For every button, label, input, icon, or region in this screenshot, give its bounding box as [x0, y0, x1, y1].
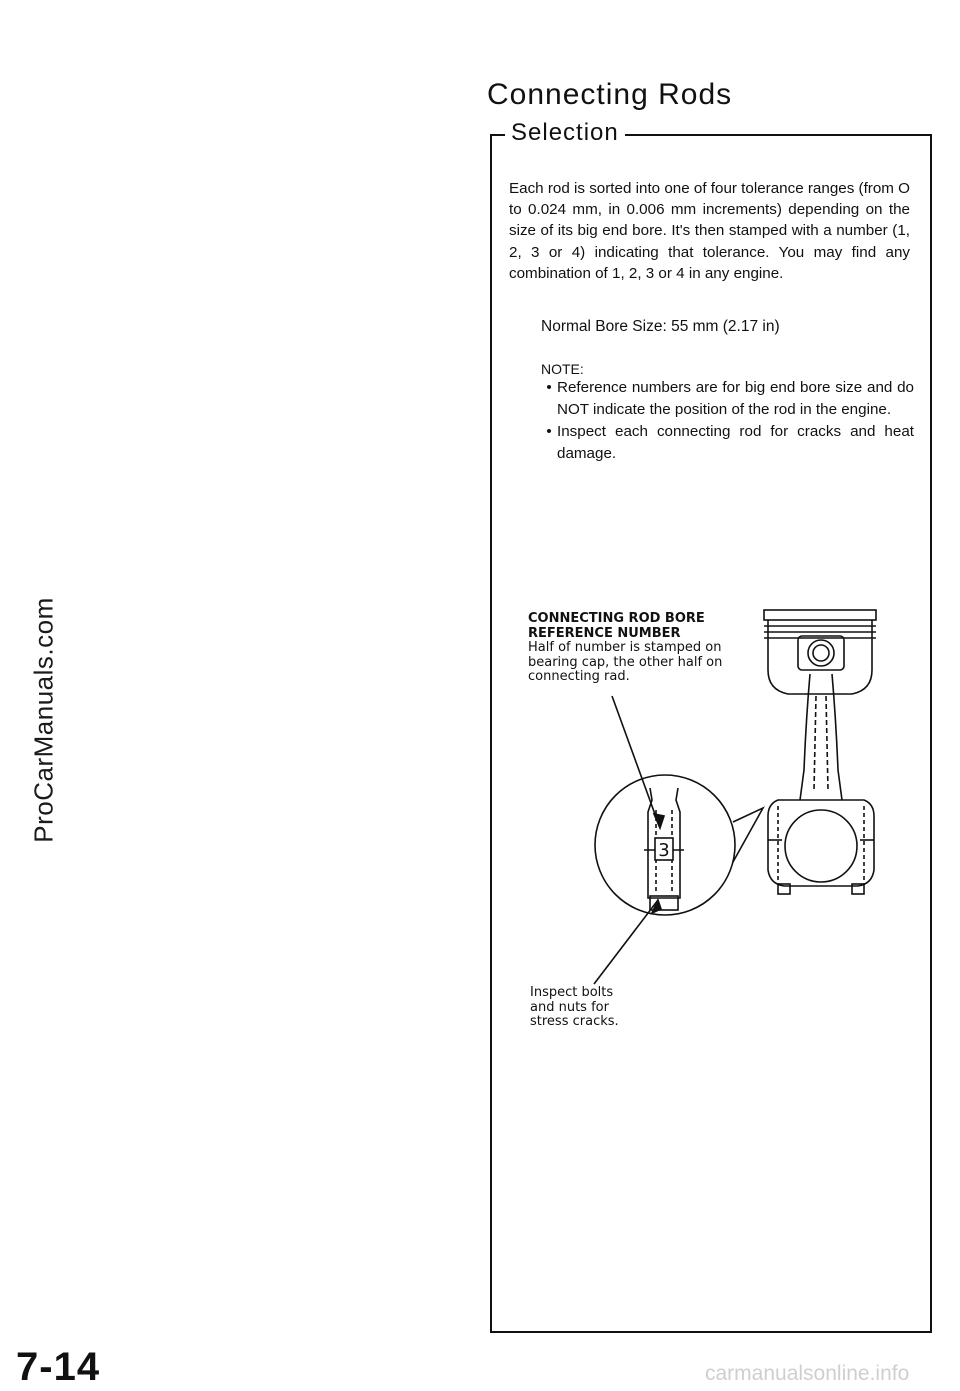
callout-heading-2: REFERENCE NUMBER — [528, 625, 681, 641]
intro-paragraph: Each rod is sorted into one of four tolerance ranges (from O to 0.024 mm, in 0.006 mm increments) depending on the size of its big end bore. It's then stamped with a number (1, 2, 3 or 4) indicating that tolerance. You may find any combination of 1, 2, 3 or 4 in any engine. — [509, 180, 910, 282]
bolts-line-2: and nuts for — [530, 999, 609, 1015]
note-text: Reference numbers are for big end bore size and do NOT indicate the position of the rod in the engine. — [557, 379, 914, 418]
note-item — [541, 377, 914, 421]
piston-pin — [808, 640, 834, 666]
callout-line-3: connecting rad. — [528, 669, 630, 684]
callout-line-2: bearing cap, the other half on — [528, 654, 723, 670]
leader-line-bore — [612, 696, 660, 828]
rod-drawing — [520, 600, 890, 1050]
rod-beam — [800, 674, 842, 800]
callout-line-1: Half of number is stamped on — [528, 640, 722, 655]
piston-pin-boss — [798, 636, 844, 670]
stamp-number: 3 — [658, 840, 670, 861]
notes-list — [541, 377, 914, 465]
footer-site: carmanualsonline.info — [705, 1362, 910, 1385]
page-title: Connecting Rods — [487, 78, 733, 111]
detail-pointer — [733, 808, 763, 862]
note-text: Inspect each connecting rod for cracks and heat damage. — [557, 423, 914, 462]
bullet-icon: • — [546, 379, 552, 396]
big-end-bore — [785, 810, 857, 882]
callout-heading-1: CONNECTING ROD BORE — [528, 611, 705, 626]
piston-crown — [764, 610, 876, 620]
piston-skirt — [768, 620, 872, 694]
bolts-line-1: Inspect bolts — [530, 985, 614, 1000]
note-label: NOTE: — [541, 361, 584, 377]
bore-size-spec: Normal Bore Size: 55 mm (2.17 in) — [541, 318, 780, 335]
bolts-line-3: stress cracks. — [530, 1014, 619, 1029]
note-item — [541, 421, 914, 465]
connecting-rod-figure — [520, 600, 890, 1050]
page-number: 7-14 — [16, 1345, 101, 1389]
watermark: ProCarManuals.com — [28, 597, 59, 843]
bullet-icon: • — [546, 423, 552, 440]
rod-big-end — [768, 800, 874, 886]
section-title: Selection — [505, 119, 625, 147]
